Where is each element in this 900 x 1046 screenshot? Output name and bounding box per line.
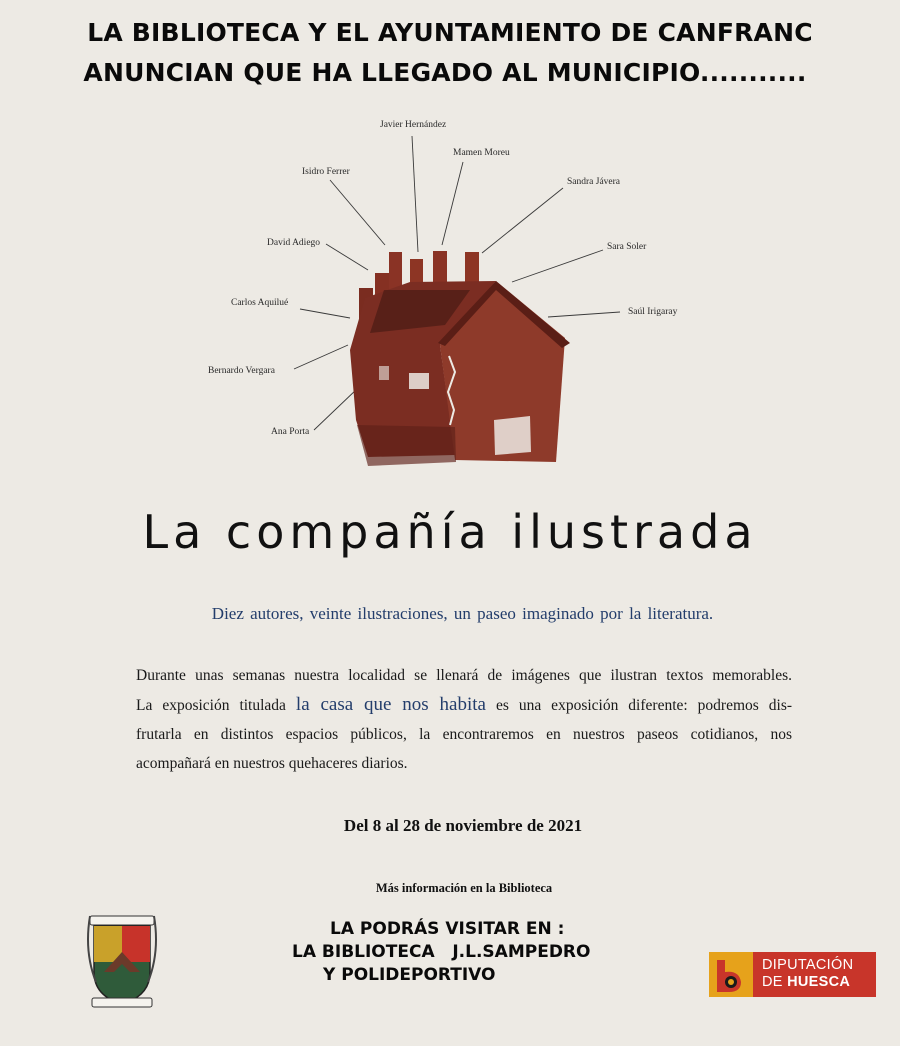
house-illustration	[0, 105, 900, 475]
author-label: Javier Hernández	[380, 120, 447, 130]
description-line: frutarla en distintos espacios públicos, la encontraremos en nuestros paseos cotidianos, nos	[136, 726, 792, 743]
visit-line-3: Y POLIDEPORTIVO	[323, 965, 496, 985]
author-label: Carlos Aquilué	[231, 298, 289, 308]
more-info-note: Más información en la Biblioteca	[375, 881, 553, 895]
author-label: Sandra Jávera	[567, 177, 621, 187]
description-line	[136, 690, 792, 720]
author-label: Mamen Moreu	[453, 148, 510, 158]
exhibition-subtitle: Diez autores, veinte ilustraciones, un paseo imaginado por la literatura.	[211, 604, 714, 623]
description-text: La exposición titulada	[136, 697, 286, 714]
diputacion-line-1: DIPUTACIÓN	[762, 957, 854, 973]
description-line: Durante unas semanas nuestra localidad se llenará de imágenes que ilustran textos memorables.	[136, 667, 792, 684]
house	[350, 251, 570, 466]
author-label: Ana Porta	[271, 427, 310, 437]
author-label: Saúl Irigaray	[628, 307, 678, 317]
author-label: Sara Soler	[607, 242, 647, 252]
exhibition-dates: Del 8 al 28 de noviembre de 2021	[343, 816, 583, 835]
headline-line-1: LA BIBLIOTECA Y EL AYUNTAMIENTO DE CANFRANC	[87, 18, 813, 47]
author-label: David Adiego	[267, 238, 321, 248]
canfranc-coat-of-arms	[86, 912, 158, 1012]
author-label: Bernardo Vergara	[208, 366, 275, 376]
diputacion-line-2: DE HUESCA	[762, 974, 851, 990]
description-text: es una exposición diferente: podremos dis-	[495, 697, 793, 714]
exhibition-title: La compañía ilustrada	[142, 505, 758, 559]
diputacion-huesca-logo	[709, 952, 876, 997]
diputacion-wordmark	[753, 952, 876, 997]
headline-line-2: ANUNCIAN QUE HA LLEGADO AL MUNICIPIO...........	[83, 58, 807, 87]
author-label: Isidro Ferrer	[302, 167, 350, 177]
description-paragraph	[136, 661, 792, 778]
exhibit-name: la casa que nos habita	[295, 694, 486, 715]
visit-line-1: LA PODRÁS VISITAR EN :	[330, 919, 565, 939]
description-line: acompañará en nuestros quehaceres diarios.	[136, 755, 408, 772]
diputacion-emblem-icon	[709, 952, 753, 997]
visit-line-2: LA BIBLIOTECA J.L.SAMPEDRO	[292, 942, 591, 962]
